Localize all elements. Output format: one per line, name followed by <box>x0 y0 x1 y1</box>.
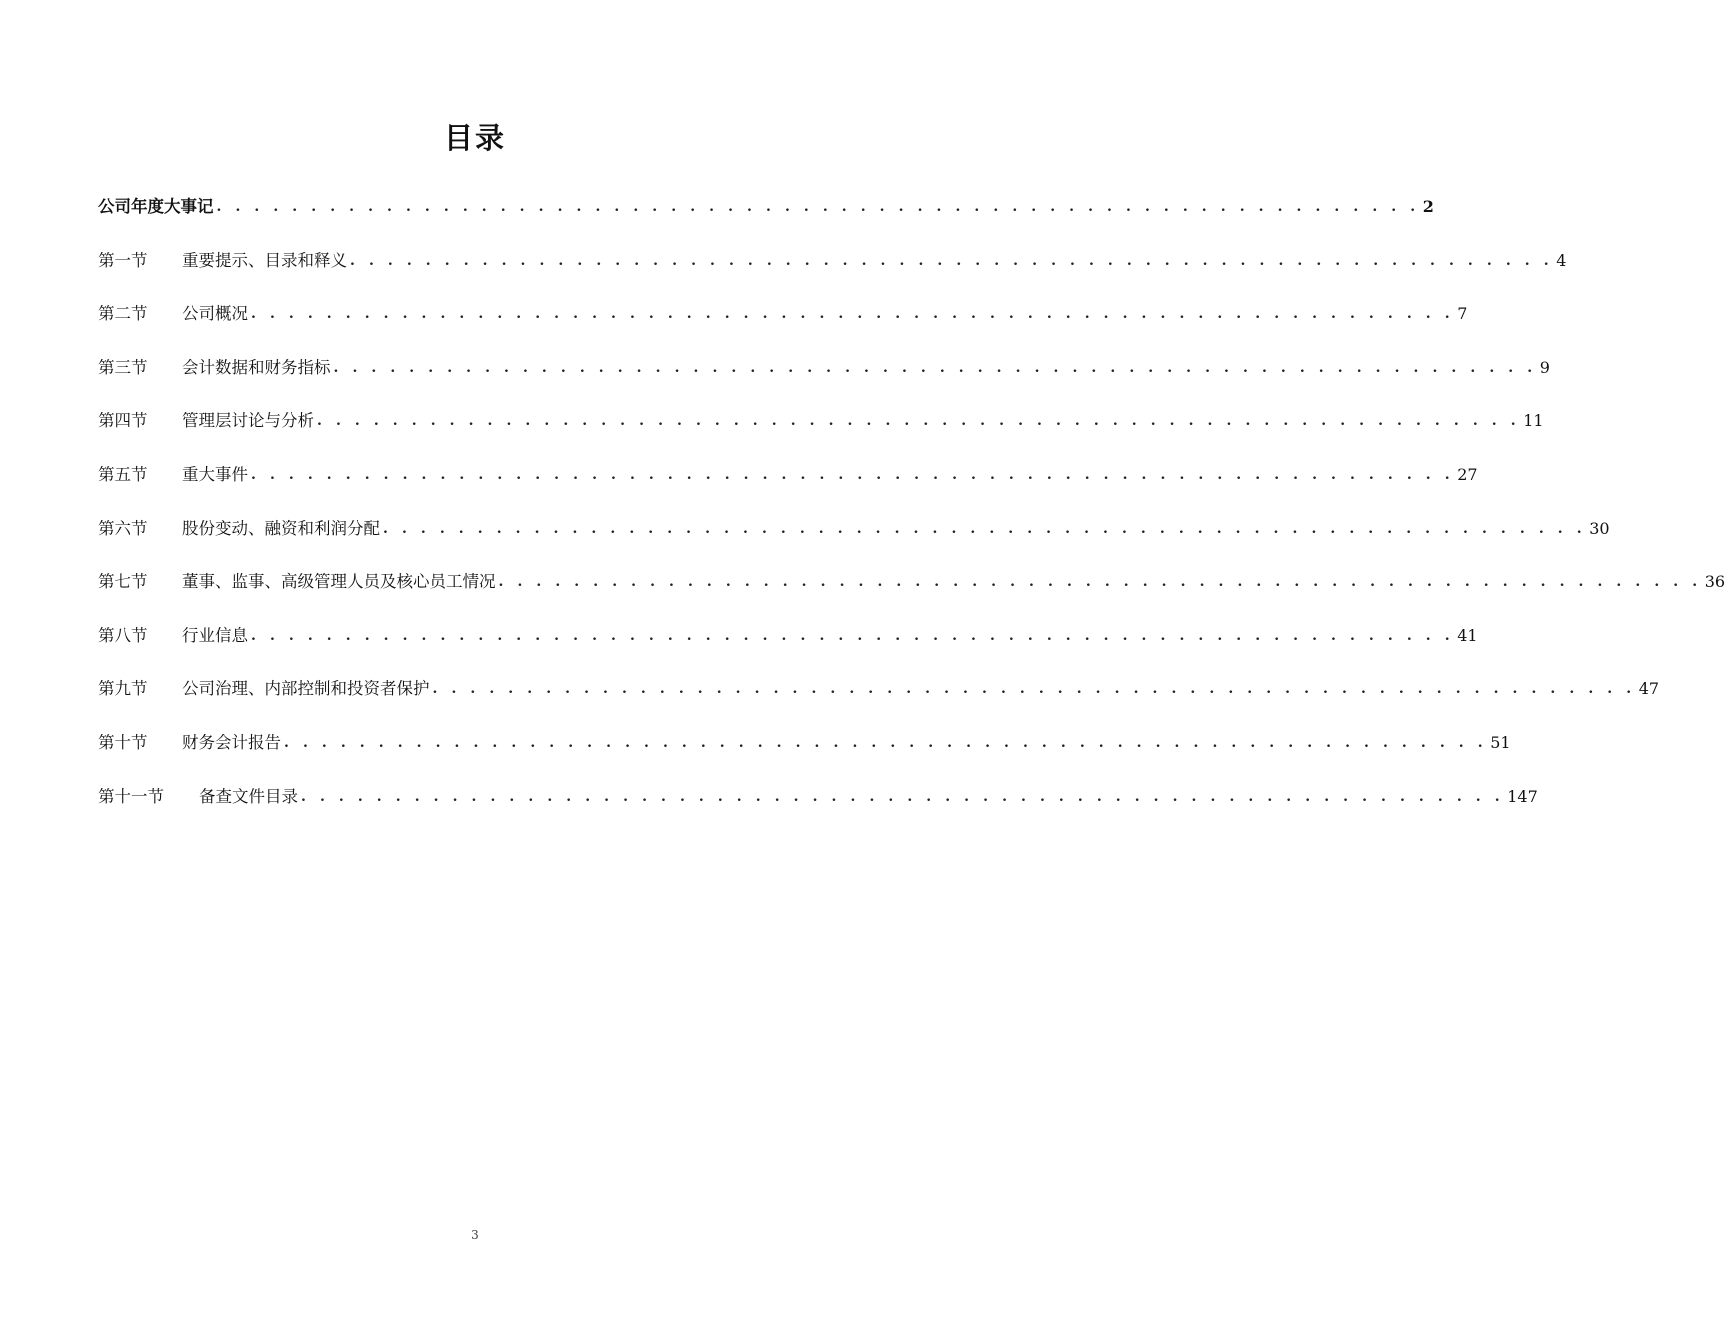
toc-entry-section-3[interactable] <box>98 353 1550 383</box>
toc-leader-dots: . . . . . . . . . . . . . . . . . . . . . . . . . . . . . . . . . . . . . . . . . . . . . . . . . . . . . . . . . . . . . . . . <box>216 199 1420 215</box>
toc-entry-section-4[interactable] <box>98 406 1544 436</box>
toc-entry-section-1[interactable] <box>98 246 1567 276</box>
toc-entry-section-6[interactable] <box>98 514 1610 544</box>
toc-entry-section-2[interactable] <box>98 299 1468 329</box>
toc-leader-dots: . . . . . . . . . . . . . . . . . . . . . . . . . . . . . . . . . . . . . . . . . . . . . . . . . . . . . . . . . . . . . . . . <box>350 252 1554 269</box>
toc-entry-page: 11 <box>1523 411 1544 431</box>
toc-entry-page: 41 <box>1457 625 1478 645</box>
toc-entry-title: 财务会计报告 <box>182 732 281 752</box>
toc-entry-section: 第四节 <box>98 411 148 431</box>
toc-entry-page: 7 <box>1457 304 1468 324</box>
toc-entry-section: 第五节 <box>98 464 148 484</box>
toc-entry-page: 51 <box>1490 732 1511 752</box>
table-of-contents <box>98 192 1725 835</box>
toc-entry-page: 36 <box>1704 572 1725 592</box>
toc-entry-section: 第二节 <box>98 304 148 324</box>
toc-entry-page: 30 <box>1589 518 1610 538</box>
toc-entry-section-9[interactable] <box>98 674 1660 704</box>
toc-entry-title: 股份变动、融资和利润分配 <box>182 518 380 538</box>
toc-leader-dots: . . . . . . . . . . . . . . . . . . . . . . . . . . . . . . . . . . . . . . . . . . . . . . . . . . . . . . . . . . . . . . . . <box>333 359 1537 376</box>
toc-entry-page: 2 <box>1422 197 1434 216</box>
toc-entry-highlights[interactable] <box>98 192 1434 222</box>
toc-entry-title: 公司治理、内部控制和投资者保护 <box>182 679 430 699</box>
toc-entry-section: 第七节 <box>98 572 148 592</box>
toc-leader-dots: . . . . . . . . . . . . . . . . . . . . . . . . . . . . . . . . . . . . . . . . . . . . . . . . . . . . . . . . . . . . . . . . <box>317 413 1521 430</box>
toc-entry-title: 会计数据和财务指标 <box>182 357 331 377</box>
toc-entry-title: 公司概况 <box>182 304 248 324</box>
toc-entry-section-5[interactable] <box>98 460 1478 490</box>
toc-leader-dots: . . . . . . . . . . . . . . . . . . . . . . . . . . . . . . . . . . . . . . . . . . . . . . . . . . . . . . . . . . . . . . . . <box>432 681 1636 698</box>
toc-entry-title: 行业信息 <box>182 625 248 645</box>
toc-leader-dots: . . . . . . . . . . . . . . . . . . . . . . . . . . . . . . . . . . . . . . . . . . . . . . . . . . . . . . . . . . . . . . . . <box>284 734 1488 751</box>
toc-entry-section: 第八节 <box>98 625 148 645</box>
toc-entry-section-8[interactable] <box>98 621 1478 651</box>
toc-entry-section: 第三节 <box>98 357 148 377</box>
toc-leader-dots: . . . . . . . . . . . . . . . . . . . . . . . . . . . . . . . . . . . . . . . . . . . . . . . . . . . . . . . . . . . . . . . . <box>251 466 1455 483</box>
toc-entry-page: 147 <box>1507 786 1538 806</box>
toc-entry-page: 47 <box>1638 679 1660 699</box>
toc-entry-page: 4 <box>1556 250 1567 270</box>
toc-entry-page: 9 <box>1539 357 1550 377</box>
toc-entry-title: 重大事件 <box>182 464 248 484</box>
toc-entry-title: 备查文件目录 <box>199 786 298 806</box>
page-number: 3 <box>471 1228 479 1242</box>
toc-entry-title: 重要提示、目录和释义 <box>182 250 347 270</box>
toc-entry-section: 第九节 <box>98 679 148 699</box>
toc-leader-dots: . . . . . . . . . . . . . . . . . . . . . . . . . . . . . . . . . . . . . . . . . . . . . . . . . . . . . . . . . . . . . . . . <box>498 574 1702 591</box>
toc-entry-title: 公司年度大事记 <box>98 197 214 216</box>
toc-entry-section-11[interactable] <box>98 782 1538 812</box>
page-title: 目录 <box>443 121 506 155</box>
toc-leader-dots: . . . . . . . . . . . . . . . . . . . . . . . . . . . . . . . . . . . . . . . . . . . . . . . . . . . . . . . . . . . . . . . . <box>383 520 1587 537</box>
toc-entry-title: 管理层讨论与分析 <box>182 411 314 431</box>
toc-entry-title: 董事、监事、高级管理人员及核心员工情况 <box>182 572 496 592</box>
toc-entry-section-10[interactable] <box>98 728 1511 758</box>
toc-leader-dots: . . . . . . . . . . . . . . . . . . . . . . . . . . . . . . . . . . . . . . . . . . . . . . . . . . . . . . . . . . . . . . . . <box>301 788 1505 805</box>
toc-leader-dots: . . . . . . . . . . . . . . . . . . . . . . . . . . . . . . . . . . . . . . . . . . . . . . . . . . . . . . . . . . . . . . . . <box>251 627 1455 644</box>
toc-entry-section-7[interactable] <box>98 567 1725 597</box>
toc-entry-section: 第六节 <box>98 518 148 538</box>
toc-entry-section: 第一节 <box>98 250 148 270</box>
toc-leader-dots: . . . . . . . . . . . . . . . . . . . . . . . . . . . . . . . . . . . . . . . . . . . . . . . . . . . . . . . . . . . . . . . . <box>251 306 1455 323</box>
toc-entry-section: 第十一节 <box>98 786 164 806</box>
toc-entry-page: 27 <box>1457 464 1478 484</box>
toc-entry-section: 第十节 <box>98 732 148 752</box>
